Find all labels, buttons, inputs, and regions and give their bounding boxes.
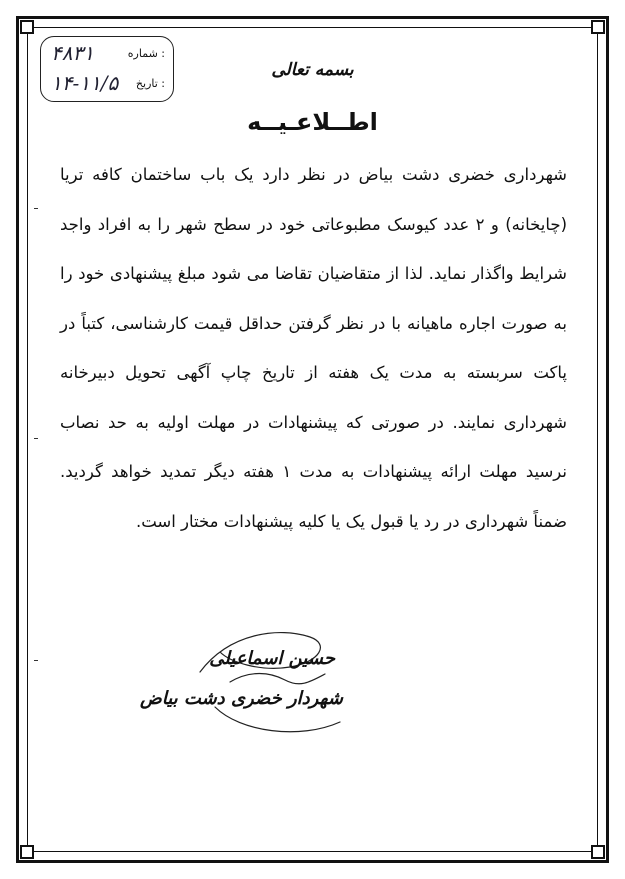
reference-date-value: ۱۴-۱۱/۵ [51, 71, 119, 95]
reference-number-label: شماره : [127, 47, 165, 60]
announcement-body [60, 150, 567, 546]
border-corner [20, 20, 34, 34]
invocation-heading: بسمه تعالی [271, 60, 354, 80]
reference-date-label: تاریخ : [135, 77, 165, 90]
margin-mark [34, 438, 38, 439]
border-corner [591, 845, 605, 859]
handwritten-signature [160, 612, 360, 742]
border-corner [20, 845, 34, 859]
margin-mark [34, 208, 38, 209]
announcement-title: اطــلاعـیــه [247, 108, 378, 136]
margin-mark [34, 660, 38, 661]
signatory-name: حسین اسماعیلی [209, 648, 335, 669]
reference-number-value: ۴۸۳۱ [51, 41, 94, 65]
border-corner [591, 20, 605, 34]
signatory-title: شهردار خضری دشت بیاض [139, 688, 343, 709]
announcement-text: شهرداری خضری دشت بیاض در نظر دارد یک باب ساختمان کافه تریا (چایخانه) و ۲ عدد کیوسک مطبوعاتی خود در سطح شهر را به افراد واجد شرایط واگذار نماید. لذا از متقاضیان تقاضا می شود مبلغ پیشنهادی خود را به صورت اجاره ماهیانه با در نظر گرفتن حداقل قیمت کارشناسی، کتباً در پاکت سربسته به مدت یک هفته از تاریخ چاپ آگهی تحویل دبیرخانه شهرداری نمایند. در صورتی که پیشنهادات در مهلت اولیه به حد نصاب نرسید مهلت ارائه پیشنهادات به مدت ۱ هفته دیگر تمدید خواهد گردید. ضمناً شهرداری در رد یا قبول یک یا کلیه پیشنهادات مختار است. [60, 165, 568, 531]
